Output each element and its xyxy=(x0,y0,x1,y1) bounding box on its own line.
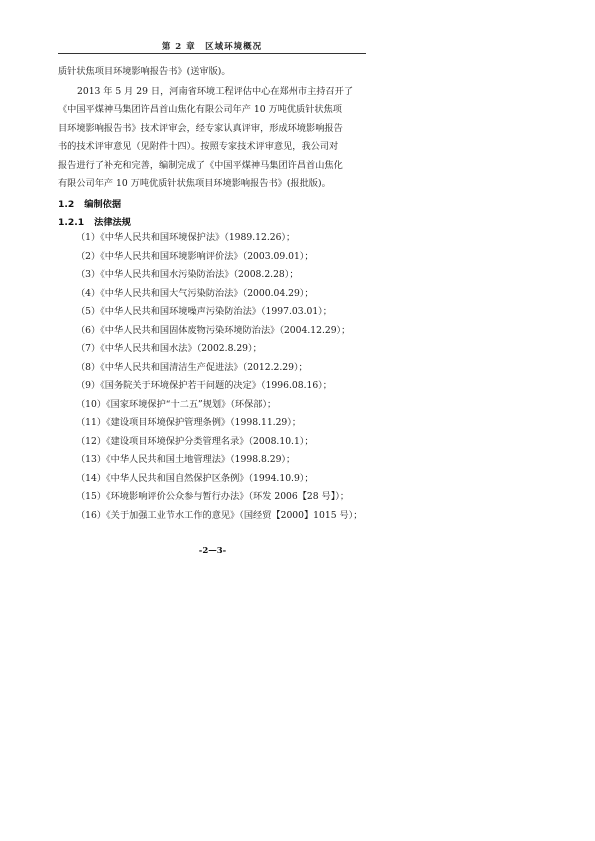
header-divider xyxy=(58,53,366,54)
section-heading-1-2 xyxy=(58,196,121,210)
section-title: 法律法规 xyxy=(94,217,131,228)
section-number: 1.2 xyxy=(58,199,75,210)
paragraph-line: 目环境影响报告书》技术评审会，经专家认真评审，形成环境影响报告 xyxy=(58,122,343,134)
page-number: -2—3- xyxy=(198,546,227,556)
reference-item: （10）《国家环境保护“十二五”规划》（环保部）； xyxy=(76,398,277,410)
reference-item: （12）《建设项目环境保护分类管理名录》（2008.10.1）； xyxy=(76,435,314,447)
reference-item: （14）《中华人民共和国自然保护区条例》（1994.10.9）； xyxy=(76,472,314,484)
reference-item: （3）《中华人民共和国水污染防治法》（2008.2.28）； xyxy=(76,269,299,280)
lead-line: 质针状焦项目环境影响报告书》(送审版)。 xyxy=(58,66,231,77)
reference-item: （4）《中华人民共和国大气污染防治法》（2000.04.29）； xyxy=(76,287,314,299)
section-number: 1.2.1 xyxy=(58,217,85,228)
section-heading-1-2-1 xyxy=(58,214,131,228)
reference-item: （1）《中华人民共和国环境保护法》（1989.12.26）； xyxy=(76,232,296,243)
reference-item: （6）《中华人民共和国固体废物污染环境防治法》（2004.12.29）； xyxy=(76,324,351,336)
reference-item: （15）《环境影响评价公众参与暂行办法》（环发 2006【28 号】）； xyxy=(76,491,350,502)
review-paragraph xyxy=(58,83,376,193)
paragraph-line: 2013 年 5 月 29 日，河南省环境工程评估中心在郑州市主持召开了 xyxy=(77,86,354,97)
paragraph-line: 有限公司年产 10 万吨优质针状焦项目环境影响报告书》(报批版)。 xyxy=(58,178,331,190)
paragraph-line: 书的技术评审意见（见附件十四）。按照专家技术评审意见，我公司对 xyxy=(58,141,339,153)
page-header-title: 第 2 章 区域环境概况 xyxy=(161,42,263,52)
reference-item: （2）《中华人民共和国环境影响评价法》（2003.09.01）； xyxy=(76,250,314,262)
paragraph-line: 报告进行了补充和完善，编制完成了《中国平煤神马集团许昌首山焦化 xyxy=(58,159,343,171)
reference-item: （9）《国务院关于环境保护若干问题的决定》（1996.08.16）； xyxy=(76,380,332,391)
reference-item: （5）《中华人民共和国环境噪声污染防治法》（1997.03.01）； xyxy=(76,306,332,317)
reference-item: （16）《关于加强工业节水工作的意见》（国经贸【2000】1015 号）； xyxy=(76,509,363,521)
reference-item: （11）《建设项目环境保护管理条例》（1998.11.29）； xyxy=(76,417,302,428)
reference-item: （13）《中华人民共和国土地管理法》（1998.8.29）； xyxy=(76,454,296,465)
reference-item: （7）《中华人民共和国水法》（2002.8.29）； xyxy=(76,343,262,354)
reference-list xyxy=(76,232,362,528)
section-title: 编制依据 xyxy=(84,199,122,210)
paragraph-line: 《中国平煤神马集团许昌首山焦化有限公司年产 10 万吨优质针状焦项 xyxy=(58,104,342,116)
reference-item: （8）《中华人民共和国清洁生产促进法》（2012.2.29）； xyxy=(76,361,308,373)
